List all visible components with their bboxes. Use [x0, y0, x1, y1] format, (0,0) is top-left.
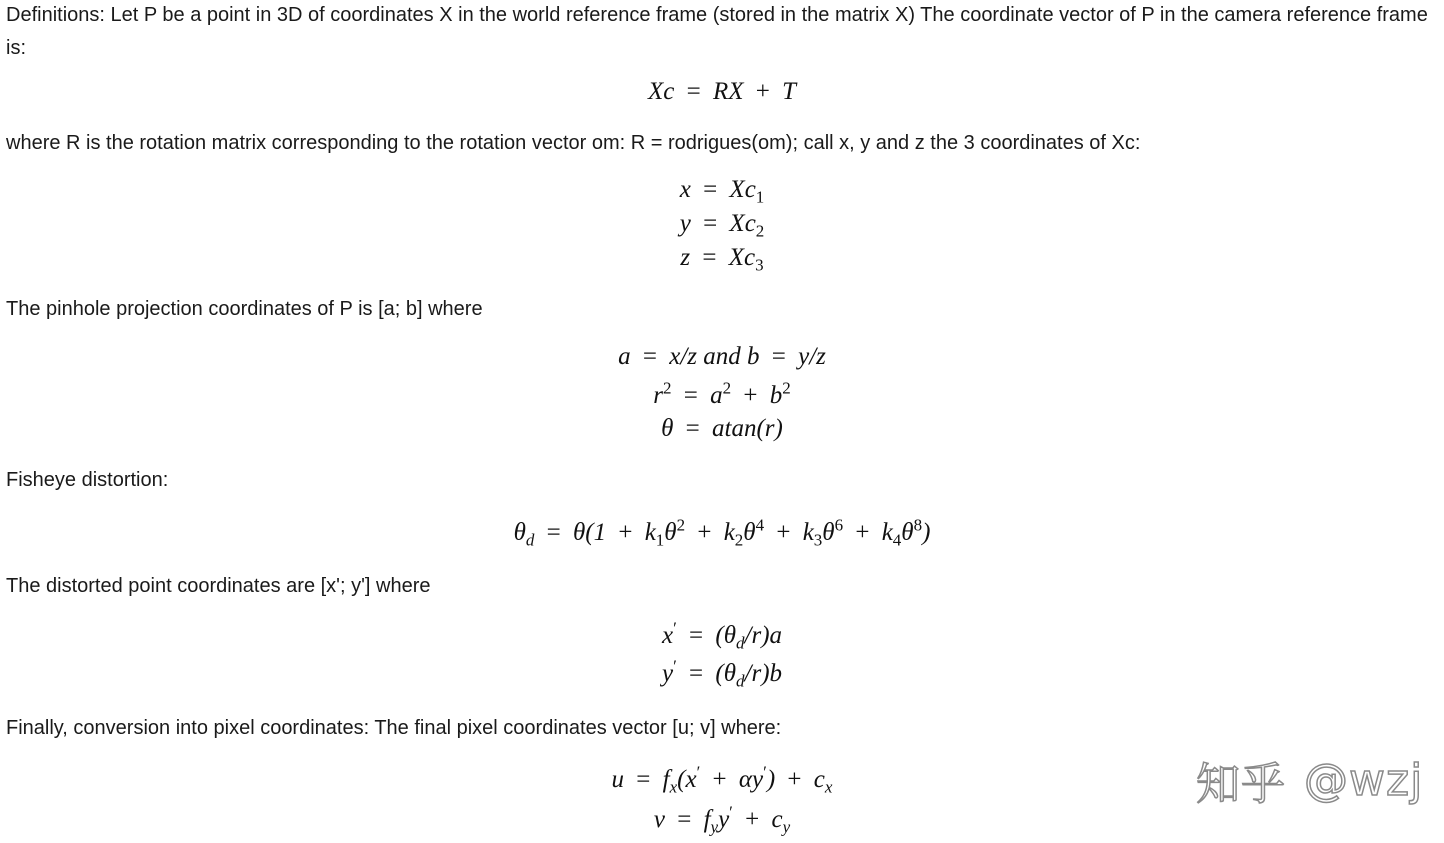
definitions-paragraph: Definitions: Let P be a point in 3D of coordinates X in the world reference frame (stored in the matrix X) The coordinate vector of P in the camera reference frame is: [6, 4, 1428, 59]
y-prime-equation: $y' = (\theta_d/r)b$ [661, 656, 783, 691]
x-coordinate-equation: $x = Xc_1$ [679, 176, 765, 207]
distorted-paragraph: The distorted point coordinates are [x'; y'] where [6, 575, 431, 597]
u-pixel-equation: $u = f_x(x' + \alpha y') + c_x$ [611, 762, 833, 797]
x-prime-equation: $x' = (\theta_d/r)a$ [661, 618, 783, 653]
pixel-paragraph: Finally, conversion into pixel coordinates: The final pixel coordinates vector [u; v] where: [6, 717, 782, 739]
fisheye-paragraph: Fisheye distortion: [6, 469, 169, 491]
radius-equation: $r^2 = a^2 + b^2$ [653, 378, 791, 409]
z-coordinate-equation: $z = Xc_3$ [680, 244, 764, 275]
zhihu-watermark [1196, 752, 1423, 808]
watermark-site: 知乎 [1196, 759, 1286, 810]
pinhole-paragraph: The pinhole projection coordinates of P is [a; b] where [6, 298, 483, 320]
v-pixel-equation: $v = f_yy' + c_y$ [653, 802, 791, 837]
camera-frame-equation: Xc = RX + T [647, 78, 797, 105]
theta-equation: θ = atan(r) [661, 415, 783, 442]
y-coordinate-equation: $y = Xc_2$ [679, 210, 765, 241]
fisheye-distortion-equation: $\theta_d = \theta(1 + k_1\theta^2 + k_2\theta^4 + k_3\theta^6 + k_4\theta^8)$ [513, 515, 931, 550]
pinhole-equation: a = x/z and b = y/z [618, 343, 826, 370]
watermark-handle: @wzj [1304, 754, 1424, 806]
rotation-paragraph: where R is the rotation matrix corresponding to the rotation vector om: R = rodrigues(om); call x, y and z the 3 coordinates of Xc: [6, 132, 1141, 154]
